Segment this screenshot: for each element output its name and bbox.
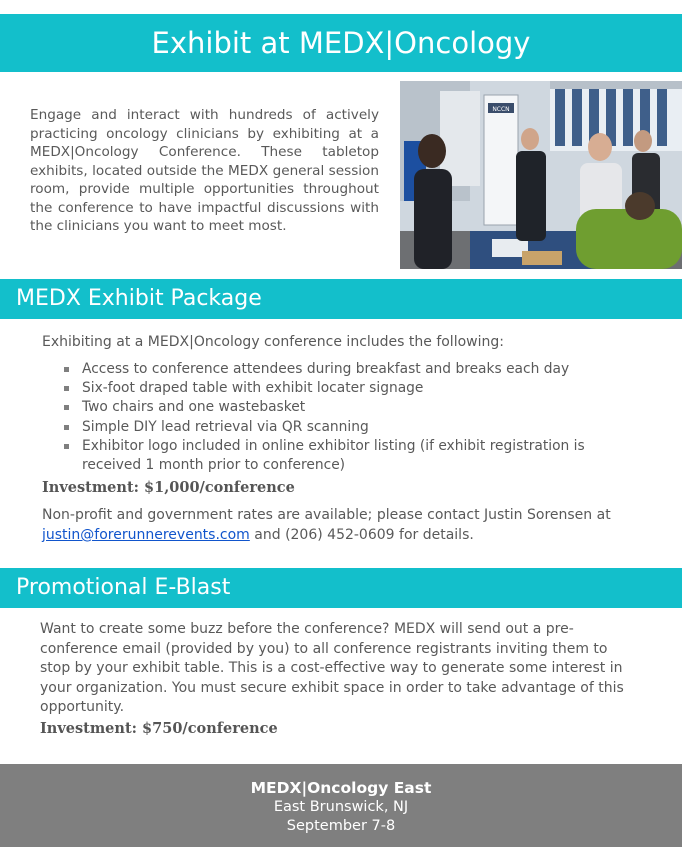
footer — [0, 764, 682, 847]
eblast-investment: Investment: $750/conference — [40, 720, 278, 737]
footer-event-name: MEDX|Oncology East — [250, 779, 432, 797]
title-bar — [0, 14, 682, 72]
list-item: Access to conference attendees during breakfast and breaks each day — [62, 360, 622, 379]
exhibit-photo — [400, 81, 682, 269]
footer-location: East Brunswick, NJ — [273, 799, 409, 815]
footer-dates: September 7-8 — [286, 818, 396, 834]
eblast-heading: Promotional E-Blast — [16, 575, 231, 600]
package-investment: Investment: $1,000/conference — [42, 479, 295, 496]
eblast-bar — [0, 568, 682, 608]
exhibit-photo-illustration — [400, 81, 682, 269]
contact-phone-text: and (206) 452-0609 for details. — [249, 527, 474, 543]
eblast-paragraph: Want to create some buzz before the conference? MEDX will send out a pre-conference email (provided by you) to all conference registrants inviting them to stop by your exhibit table. This is a cost-effective way to generate some interest in your organization. You must secure exhibit space in order to take advantage of this opportunity. — [40, 621, 624, 715]
contact-email-link[interactable]: justin@forerunnerevents.com — [42, 527, 250, 543]
package-contact-note — [42, 505, 632, 545]
list-item: Exhibitor logo included in online exhibitor listing (if exhibit registration is received 1 month prior to conference) — [62, 437, 622, 475]
package-intro: Exhibiting at a MEDX|Oncology conference includes the following: — [42, 334, 504, 350]
contact-note-text: Non-profit and government rates are available; please contact Justin Sorensen at — [42, 507, 611, 523]
package-feature-list — [62, 360, 622, 475]
list-item: Two chairs and one wastebasket — [62, 398, 622, 417]
page-title: Exhibit at MEDX|Oncology — [151, 26, 531, 60]
exhibit-package-bar — [0, 279, 682, 319]
exhibit-package-heading: MEDX Exhibit Package — [16, 286, 262, 311]
banner-label: NCCN — [492, 106, 510, 113]
intro-paragraph: Engage and interact with hundreds of actively practicing oncology clinicians by exhibiting at a MEDX|Oncology Conference. These tabletop exhibits, located outside the MEDX general session room, provide multiple opportunities throughout the conference to have impactful discussions with the clinicians you want to meet most. — [30, 107, 379, 234]
list-item: Simple DIY lead retrieval via QR scanning — [62, 418, 622, 437]
list-item: Six-foot draped table with exhibit locater signage — [62, 379, 622, 398]
